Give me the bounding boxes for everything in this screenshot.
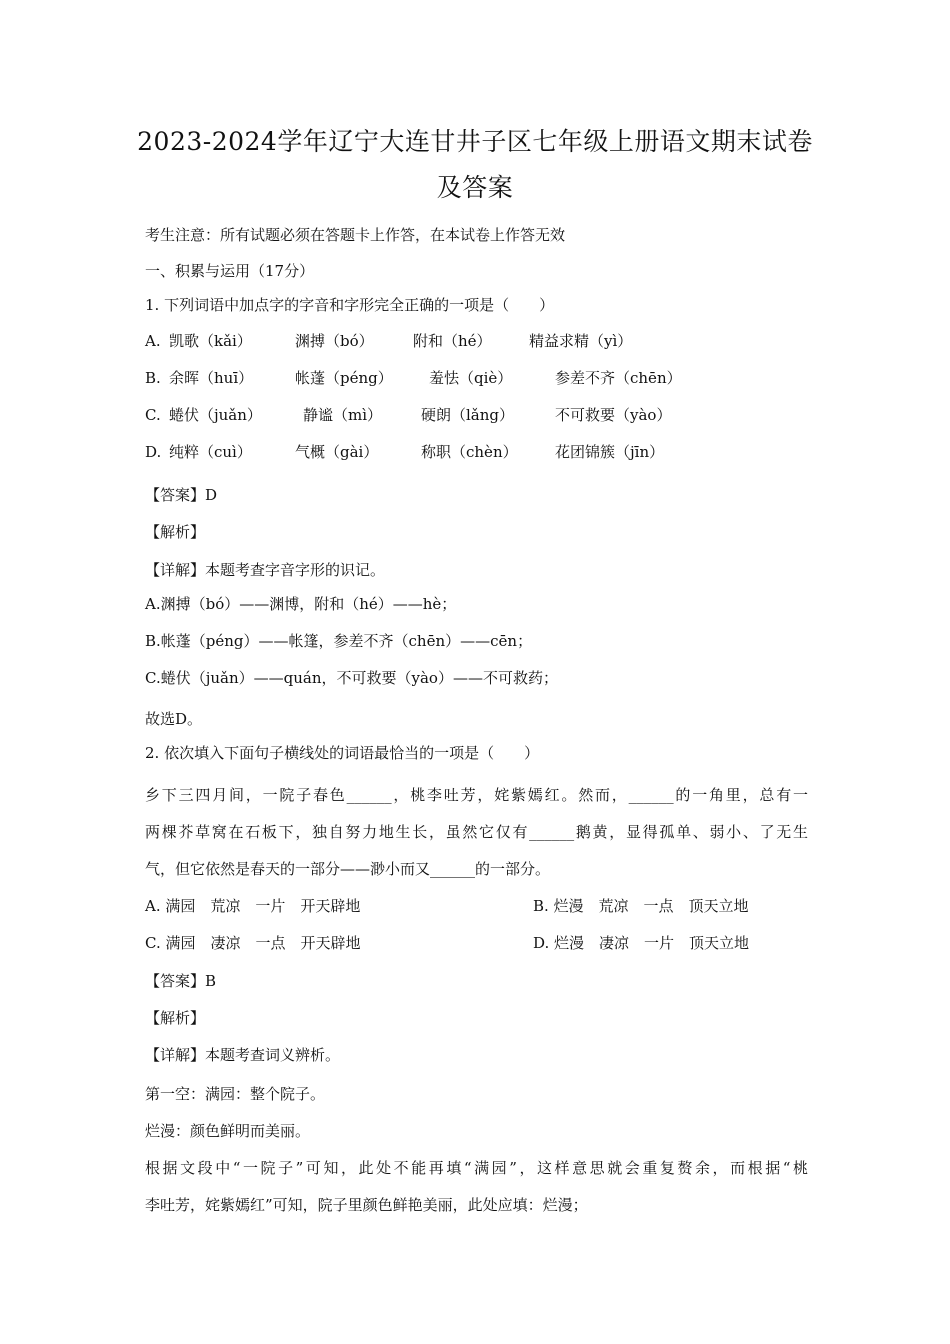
option-item: 气概（gài） (295, 443, 379, 461)
q1-answer: 【答案】D (145, 486, 218, 504)
option-item: 参差不齐（chēn） (555, 369, 682, 387)
q2-passage-line-3: 气，但它依然是春天的一部分——渺小而又______的一部分。 (145, 860, 551, 878)
question-2-stem: 2. 依次填入下面句子横线处的词语最恰当的一项是（ ） (145, 744, 540, 762)
q2-option-b: B. 烂漫 荒凉 一点 顶天立地 (533, 897, 749, 915)
title-line-2: 及答案 (436, 173, 514, 202)
q2-explanation-1: 第一空：满园：整个院子。 (145, 1085, 326, 1103)
q2-passage-line-2: 两棵芥草窝在石板下，独自努力地生长，虽然它仅有______鹅黄，显得孤单、弱小、了无生 (145, 823, 808, 841)
option-letter: C. (145, 406, 161, 424)
q1-explanation-c: C.蜷伏（juǎn）——quán，不可救要（yào）——不可救药； (145, 669, 558, 687)
option-item: 蜷伏（juǎn） (169, 406, 262, 424)
q2-answer: 【答案】B (145, 972, 217, 990)
option-item: 花团锦簇（jīn） (555, 443, 665, 461)
q2-explanation-2: 烂漫：颜色鲜明而美丽。 (145, 1122, 311, 1140)
option-item: 硬朗（lǎng） (421, 406, 515, 424)
option-item: 纯粹（cuì） (169, 443, 252, 461)
question-1-stem: 1. 下列词语中加点字的字音和字形完全正确的一项是（ ） (145, 296, 555, 314)
option-item: 余晖（huī） (169, 369, 254, 387)
title-line-1: 2023-2024学年辽宁大连甘井子区七年级上册语文期末试卷 (137, 127, 813, 156)
option-item: 不可救要（yào） (555, 406, 672, 424)
option-item: 渊搏（bó） (295, 332, 374, 350)
q2-option-d: D. 烂漫 凄凉 一片 顶天立地 (533, 934, 750, 952)
q1-detail: 【详解】本题考查字音字形的识记。 (145, 561, 386, 579)
q2-option-a: A. 满园 荒凉 一片 开天辟地 (145, 897, 361, 915)
notice: 考生注意：所有试题必须在答题卡上作答，在本试卷上作答无效 (145, 226, 566, 244)
option-item: 帐蓬（péng） (295, 369, 393, 387)
q2-passage-line-1: 乡下三四月间，一院子春色______，桃李吐芳，姹紫嫣红。然而，______的一角里，总有一 (145, 786, 808, 804)
option-item: 称职（chèn） (421, 443, 518, 461)
option-letter: B. (145, 369, 161, 387)
q2-explanation-3: 根据文段中“一院子”可知，此处不能再填“满园”，这样意思就会重复赘余，而根据“桃 (145, 1159, 808, 1177)
q2-option-c: C. 满园 凄凉 一点 开天辟地 (145, 934, 361, 952)
q2-detail: 【详解】本题考查词义辨析。 (145, 1046, 341, 1064)
section-heading: 一、积累与运用（17分） (145, 262, 315, 280)
option-item: 附和（hé） (413, 332, 492, 350)
q1-analysis-label: 【解析】 (145, 523, 206, 541)
option-letter: D. (145, 443, 162, 461)
option-letter: A. (145, 332, 161, 350)
option-item: 凯歌（kǎi） (169, 332, 252, 350)
q2-analysis-label: 【解析】 (145, 1009, 206, 1027)
q1-explanation-a: A.渊搏（bó）——渊博，附和（hé）——hè； (145, 595, 457, 613)
option-item: 静谧（mì） (303, 406, 383, 424)
q2-explanation-4: 李吐芳，姹紫嫣红”可知，院子里颜色鲜艳美丽，此处应填：烂漫； (145, 1196, 588, 1214)
q1-conclusion: 故选D。 (145, 710, 203, 728)
option-item: 精益求精（yì） (529, 332, 633, 350)
option-item: 羞怯（qiè） (429, 369, 513, 387)
q1-explanation-b: B.帐蓬（péng）——帐篷，参差不齐（chēn）——cēn； (145, 632, 533, 650)
